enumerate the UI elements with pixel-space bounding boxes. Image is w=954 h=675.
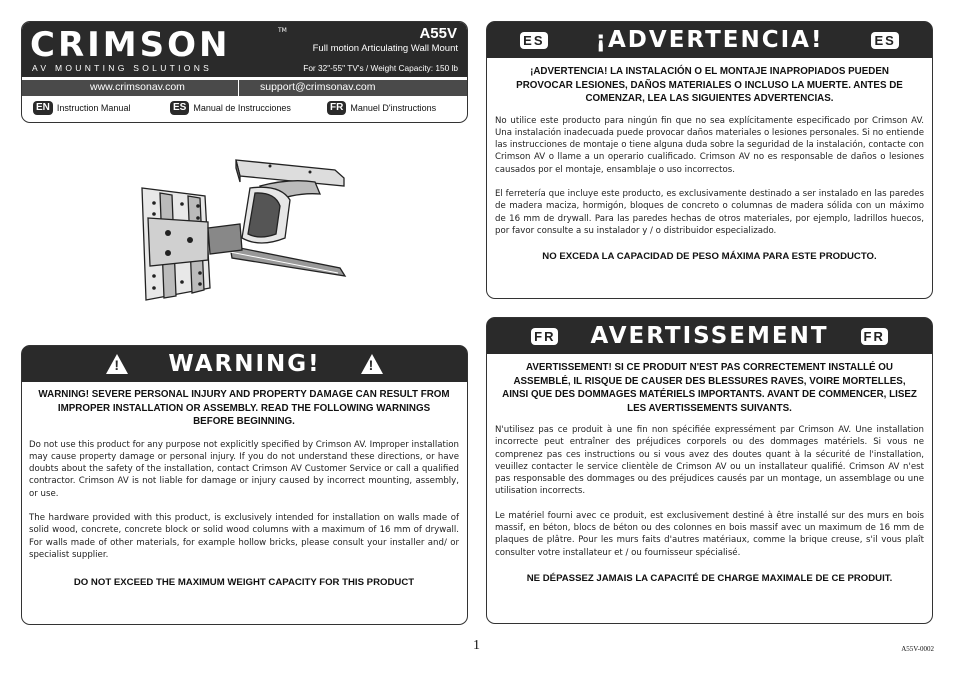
- warning-en-box: [21, 345, 468, 625]
- alert-triangle-icon: !: [361, 354, 383, 374]
- website-link[interactable]: www.crimsonav.com: [90, 81, 185, 93]
- warning-en-capacity-notice: DO NOT EXCEED THE MAXIMUM WEIGHT CAPACITY FOR THIS PRODUCT: [73, 577, 415, 589]
- brand-tagline: AV MOUNTING SOLUTIONS: [32, 63, 213, 73]
- warning-es-box: [486, 21, 933, 299]
- manual-language-es[interactable]: [170, 101, 291, 115]
- warning-fr-header: [487, 318, 932, 354]
- language-badge-fr: FR: [327, 101, 346, 115]
- brand-logo: [30, 27, 230, 63]
- warning-fr-lead: AVERTISSEMENT! SI CE PRODUIT N'EST PAS CORRECTEMENT INSTALLÉ OU ASSEMBLÉ, IL RISQUE DE CAUSER DES BLESSURES RAVES, VOIRE MORTELLES, AINSI QUE DES DOMMAGES MATÉRIELS IMPORTANTS. AVANT DE COMMENCER, LISEZ LES AVERTISSEMENTS SUIVANTS.: [502, 362, 917, 414]
- language-badge-fr: FR: [861, 328, 888, 345]
- warning-fr-paragraph-1: N'utilisez pas ce produit à une fin non spécifiée expressément par Crimson AV. Une installation incorrecte peut entraîner des préjudices corporels ou des dommages matériels. Si vous ne comprenez pas ces instructions ou si vous avez des doutes quant à la sécurité de l'installation, veuillez contacter le service clientèle de Crimson AV ou un installateur qualifié. Crimson AV n'est pas responsable des dommages ou des préjudices causés par un montage, un assemblage ou une utilisation incorrects.: [495, 425, 924, 497]
- language-badge-es: ES: [520, 32, 547, 49]
- manual-language-en[interactable]: [33, 101, 130, 115]
- warning-fr-box: [486, 317, 933, 624]
- page-number: 1: [473, 638, 480, 653]
- language-badge-fr: FR: [531, 328, 558, 345]
- warning-en-paragraph-1: Do not use this product for any purpose not explicitly specified by Crimson AV. Improper installation may cause property damage or personal injury. If you do not understand these directions, or have doubts about the safety of the installation, contact Crimson AV Customer Service or call a qualified contractor. Crimson AV is not liable for damage or injury caused by incorrect mounting, assembly, or use.: [29, 439, 459, 499]
- warning-es-paragraph-1: No utilice este producto para ningún fin que no sea explícitamente especificado por Crimson AV. Una instalación inadecuada puede provocar daños materiales o lesiones personales. Si no entiende las instrucciones de montaje o tiene alguna duda sobre la seguridad de la instalación, contacte con Crimson AV o llame a un operario cualificado. Crimson AV no es responsable de daños o lesiones causados por el montaje, ensamblaje o uso incorrectos.: [495, 115, 924, 175]
- language-badge-es: ES: [871, 32, 898, 49]
- product-name: Full motion Articulating Wall Mount: [312, 43, 458, 54]
- warning-fr-title: AVERTISSEMENT: [590, 323, 829, 349]
- warning-es-lead: ¡ADVERTENCIA! LA INSTALACIÓN O EL MONTAJE INAPROPIADOS PUEDEN PROVOCAR LESIONES, DAÑOS MATERIALES O INCLUSO LA MUERTE. ANTES DE COMENZAR, LEA LAS SIGUIENTES ADVERTENCIAS.: [516, 66, 903, 104]
- warning-es-body: [487, 58, 932, 262]
- brand-banner: [22, 22, 467, 77]
- contact-bar: [22, 80, 467, 96]
- warning-es-header: [487, 22, 932, 58]
- warning-en-header: [22, 346, 467, 382]
- language-badge-en: EN: [33, 101, 53, 115]
- wall-mount-product-image: [130, 148, 360, 313]
- product-specs: For 32"-55" TV's / Weight Capacity: 150 lb: [303, 63, 458, 73]
- warning-en-title: WARNING!: [168, 351, 321, 377]
- manual-languages: [22, 100, 467, 118]
- warning-es-capacity-notice: NO EXCEDA LA CAPACIDAD DE PESO MÁXIMA PARA ESTE PRODUCTO.: [542, 251, 877, 263]
- warning-en-paragraph-2: The hardware provided with this product, is exclusively intended for installation on walls made of solid wood, concrete, concrete block or solid wood columns with a maximum of 16 mm of drywall. For walls made of other materials, for example hollow bricks, please consult your installer and/ or specialist supplier.: [29, 512, 459, 560]
- document-code: A55V-0002: [901, 645, 934, 653]
- warning-es-title: ¡ADVERTENCIA!: [595, 27, 824, 53]
- warning-en-lead: WARNING! SEVERE PERSONAL INJURY AND PROPERTY DAMAGE CAN RESULT FROM IMPROPER INSTALLATION OR ASSEMBLY. READ THE FOLLOWING WARNINGS BEFORE BEGINNING.: [38, 389, 450, 427]
- manual-language-label: Instruction Manual: [56, 103, 131, 113]
- brand-header: [21, 21, 468, 123]
- manual-language-label: Manuel D'instructions: [350, 103, 437, 113]
- warning-fr-paragraph-2: Le matériel fourni avec ce produit, est exclusivement destiné à être installé sur des murs en bois massif, en béton, blocs de béton ou des colonnes en bois massif avec un maximum de 16 mm de plaques de plâtre. Pour les murs faits d'autres matériaux, comme la brique creuse, s'il vous plaît consulter votre installateur et / ou fournisseur spécialisé.: [495, 510, 924, 558]
- brand-name: CRIMSON: [30, 25, 231, 65]
- alert-triangle-icon: !: [106, 354, 128, 374]
- support-email-link[interactable]: support@crimsonav.com: [260, 81, 376, 93]
- warning-fr-body: [487, 354, 932, 584]
- contact-divider: [238, 80, 239, 96]
- warning-en-body: [22, 382, 467, 588]
- manual-language-label: Manual de Instrucciones: [193, 103, 291, 113]
- warning-es-paragraph-2: El ferretería que incluye este producto, es exclusivamente destinado a ser instalado en las paredes de madera maciza, hormigón, bloques de concreto o columnas de madera sólida con un máximo de 16 mm de drywall. Para las paredes hechas de otros materiales, por ejemplo, ladrillos huecos, por favor consulte a su instalador y / o distribuidor especializado.: [495, 188, 924, 236]
- model-number: A55V: [419, 25, 457, 42]
- warning-fr-capacity-notice: NE DÉPASSEZ JAMAIS LA CAPACITÉ DE CHARGE MAXIMALE DE CE PRODUIT.: [526, 572, 893, 584]
- language-badge-es: ES: [170, 101, 189, 115]
- manual-language-fr[interactable]: [327, 101, 436, 115]
- brand-tm: TM: [278, 27, 287, 34]
